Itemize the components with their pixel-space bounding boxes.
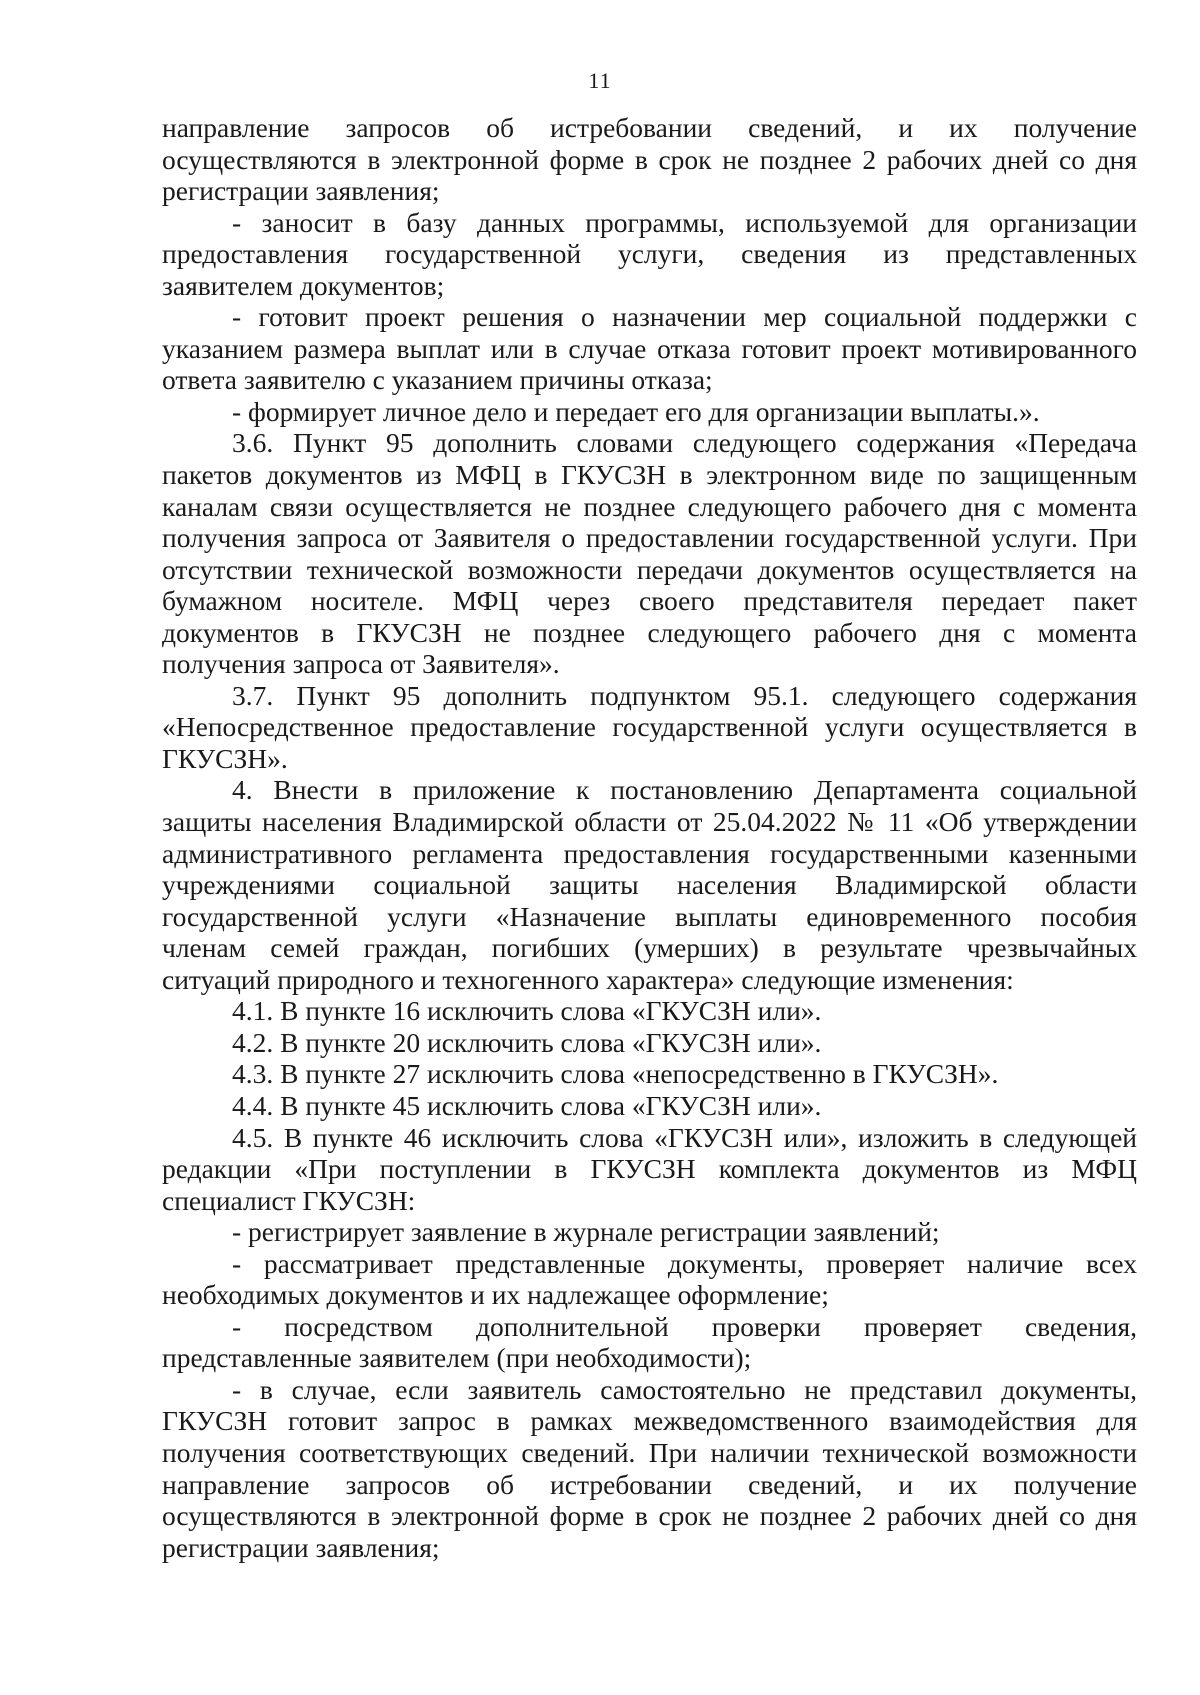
text-line: получения соответствующих сведений. При наличии технической возможности <box>162 1436 1137 1468</box>
text-line: документов в ГКУСЗН не позднее следующего рабочего дня с момента <box>162 616 1137 648</box>
text-line: административного регламента предоставления государственными казенными <box>162 837 1137 869</box>
text-line: отсутствии технической возможности передачи документов осуществляется на <box>162 553 1137 585</box>
text-line: регистрации заявления; <box>162 1531 440 1563</box>
text-line: специалист ГКУСЗН: <box>162 1184 416 1216</box>
text-line: 4.4. В пункте 45 исключить слова «ГКУСЗН или». <box>232 1089 822 1121</box>
text-line: - заносит в базу данных программы, используемой для организации <box>232 206 1137 238</box>
text-line: получения запроса от Заявителя». <box>162 648 560 680</box>
text-line: «Непосредственное предоставление государственной услуги осуществляется в <box>162 711 1137 743</box>
text-line: указанием размера выплат или в случае отказа готовит проект мотивированного <box>162 332 1137 364</box>
text-line: представленные заявителем (при необходимости); <box>162 1342 752 1374</box>
text-line: 4.1. В пункте 16 исключить слова «ГКУСЗН или». <box>232 995 822 1027</box>
text-line: осуществляются в электронной форме в срок не позднее 2 рабочих дней со дня <box>162 143 1137 175</box>
text-line: - готовит проект решения о назначении мер социальной поддержки с <box>232 301 1137 333</box>
text-line: 3.7. Пункт 95 дополнить подпунктом 95.1. следующего содержания <box>232 679 1137 711</box>
text-line: направление запросов об истребовании сведений, и их получение <box>162 1468 1137 1500</box>
text-line: - регистрирует заявление в журнале регистрации заявлений; <box>232 1216 940 1248</box>
text-line: учреждениями социальной защиты населения Владимирской области <box>162 869 1137 901</box>
text-line: 4.3. В пункте 27 исключить слова «непосредственно в ГКУСЗН». <box>232 1058 999 1090</box>
text-line: получения запроса от Заявителя о предоставлении государственной услуги. При <box>162 522 1137 554</box>
text-line: ГКУСЗН». <box>162 742 288 774</box>
text-line: ГКУСЗН готовит запрос в рамках межведомственного взаимодействия для <box>162 1405 1137 1437</box>
text-line: 4.5. В пункте 46 исключить слова «ГКУСЗН или», изложить в следующей <box>232 1121 1137 1153</box>
text-line: 4. Внести в приложение к постановлению Департамента социальной <box>232 774 1137 806</box>
text-line: бумажном носителе. МФЦ через своего представителя передает пакет <box>162 585 1137 617</box>
text-line: членам семей граждан, погибших (умерших) в результате чрезвычайных <box>162 932 1137 964</box>
text-line: предоставления государственной услуги, сведения из представленных <box>162 238 1137 270</box>
text-line: государственной услуги «Назначение выплаты единовременного пособия <box>162 900 1137 932</box>
text-line: ситуаций природного и техногенного характера» следующие изменения: <box>162 963 1014 995</box>
text-line: каналам связи осуществляется не позднее следующего рабочего дня с момента <box>162 490 1137 522</box>
text-line: пакетов документов из МФЦ в ГКУСЗН в электронном виде по защищенным <box>162 459 1137 491</box>
text-line: защиты населения Владимирской области от 25.04.2022 № 11 «Об утверждении <box>162 806 1137 838</box>
text-line: редакции «При поступлении в ГКУСЗН комплекта документов из МФЦ <box>162 1153 1137 1185</box>
text-line: 4.2. В пункте 20 исключить слова «ГКУСЗН или». <box>232 1026 822 1058</box>
text-line: необходимых документов и их надлежащее оформление; <box>162 1279 829 1311</box>
text-line: заявителем документов; <box>162 269 445 301</box>
document-body <box>162 112 1137 1563</box>
text-line: - посредством дополнительной проверки проверяет сведения, <box>232 1310 1137 1342</box>
text-line: - формирует личное дело и передает его для организации выплаты.». <box>232 395 1040 427</box>
text-line: 3.6. Пункт 95 дополнить словами следующего содержания «Передача <box>232 427 1137 459</box>
text-line: - в случае, если заявитель самостоятельно не представил документы, <box>232 1373 1137 1405</box>
page-number: 11 <box>588 68 612 93</box>
text-line: - рассматривает представленные документы, проверяет наличие всех <box>232 1247 1137 1279</box>
text-line: регистрации заявления; <box>162 175 440 207</box>
text-line: осуществляются в электронной форме в срок не позднее 2 рабочих дней со дня <box>162 1500 1137 1532</box>
text-line: ответа заявителю с указанием причины отказа; <box>162 364 713 396</box>
text-line: направление запросов об истребовании сведений, и их получение <box>162 112 1137 143</box>
